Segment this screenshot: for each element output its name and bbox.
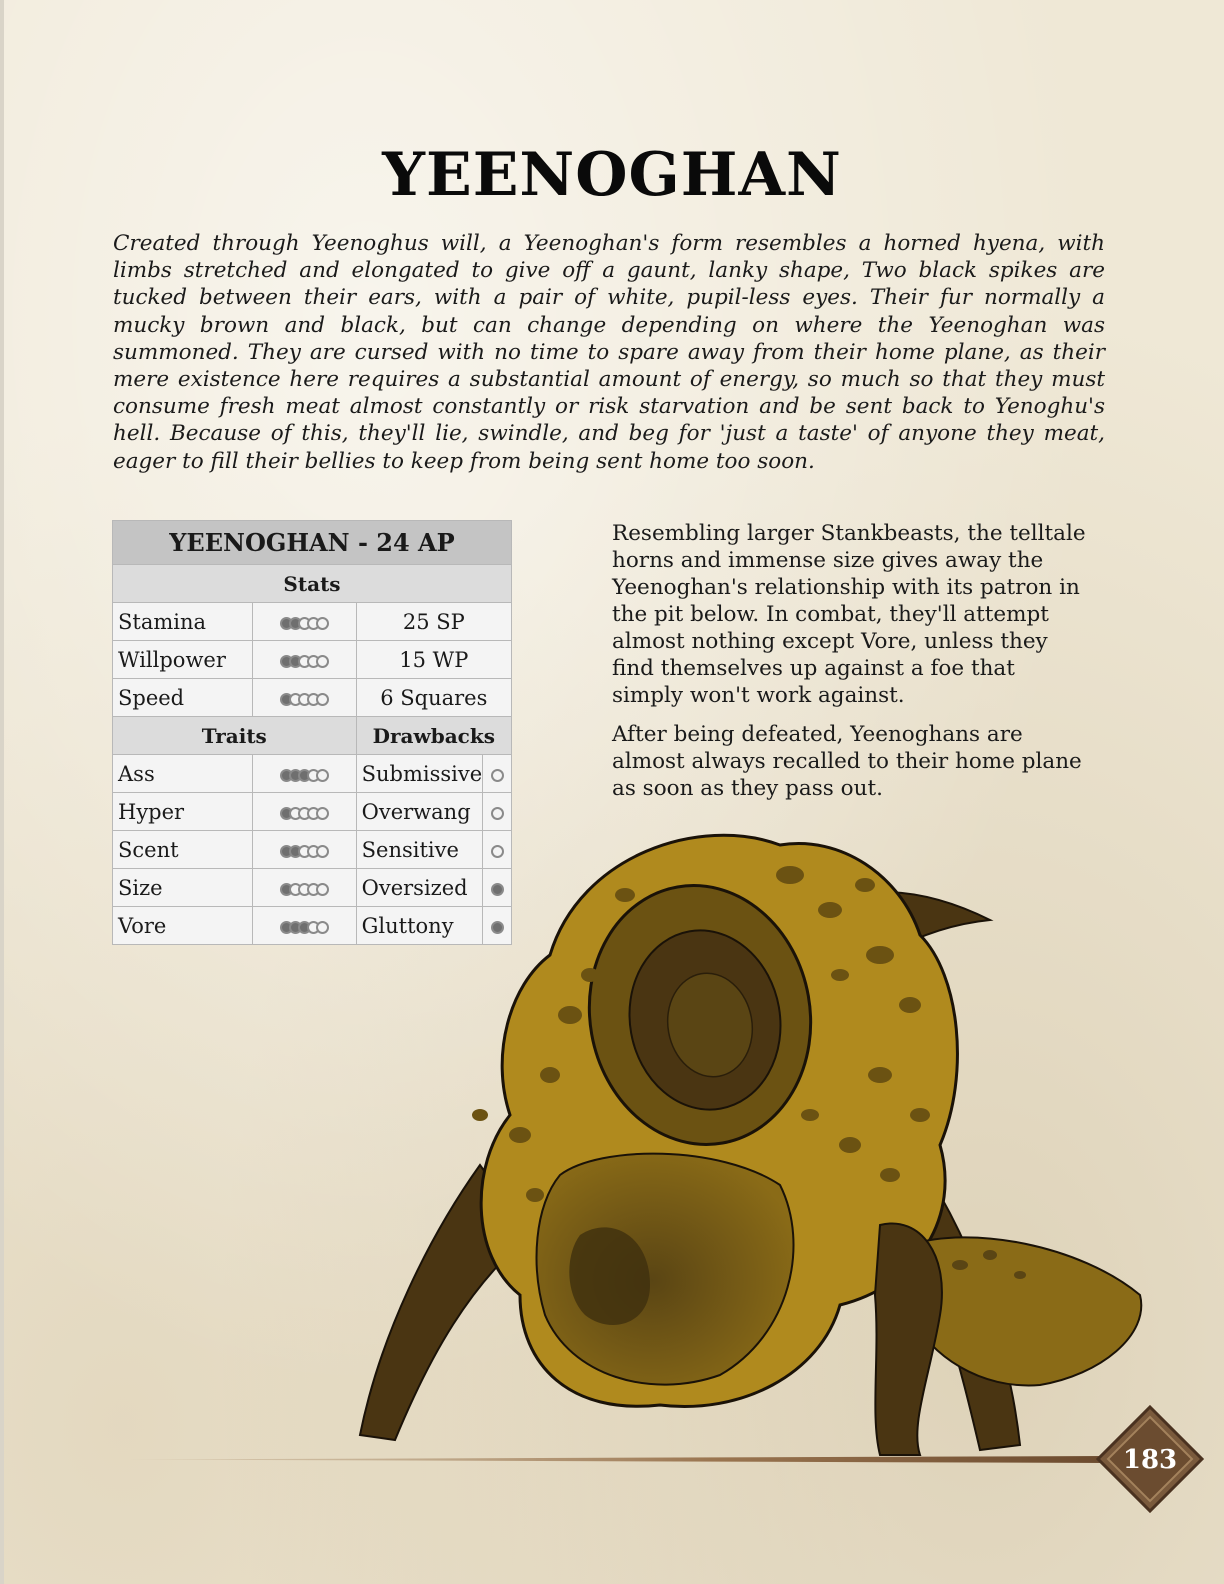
- stat-name: Speed: [113, 679, 253, 717]
- traits-heading: Traits: [113, 717, 357, 755]
- intro-paragraph: Created through Yeenoghus will, a Yeenoghan's form resembles a horned hyena, with limbs stretched and elongated to give off a gaunt, lanky shape, Two black spikes are tucked between their ears, with a pair of white, pupil-less eyes. Their fur normally a mucky brown and black, but can change depending on where the Yeenoghan was summoned. They are cursed with no time to spare away from their home plane, as their mere existence here requires a substantial amount of energy, so much so that they must consume fresh meat almost constantly or risk starvation and be sent back to Yenoghu's hell. Because of this, they'll lie, swindle, and beg for 'just a taste' of anyone they meat, eager to fill their bellies to keep from being sent home too soon.: [113, 231, 1105, 474]
- drawback-name: Submissive: [356, 755, 483, 793]
- page-edge: [0, 0, 4, 1584]
- drawback-name: Oversized: [356, 869, 483, 907]
- side-paragraph: Resembling larger Stankbeasts, the telltale horns and immense size gives away the Yeenoghan's relationship with its patron in the pit below. In combat, they'll attempt almost nothing except Vore, unless they find themselves up against a foe that simply won't work against.: [612, 521, 1086, 708]
- rating-dot-empty: [316, 693, 329, 706]
- rating-dot-empty: [316, 655, 329, 668]
- stat-name: Willpower: [113, 641, 253, 679]
- side-text: [612, 520, 1092, 814]
- drawback-dot-empty: [491, 769, 504, 782]
- stat-name: Stamina: [113, 603, 253, 641]
- page-title: YEENOGHAN: [382, 140, 842, 210]
- stat-value: 25 SP: [356, 603, 511, 641]
- stat-value: 6 Squares: [356, 679, 511, 717]
- stat-value: 15 WP: [356, 641, 511, 679]
- stat-row: [113, 603, 512, 641]
- trait-name: Size: [113, 869, 253, 907]
- trait-rating: [252, 755, 356, 793]
- drawback-indicator: [483, 755, 512, 793]
- rating-dot-empty: [316, 617, 329, 630]
- stat-row: [113, 641, 512, 679]
- stat-rating: [252, 603, 356, 641]
- stat-rating: [252, 641, 356, 679]
- trait-name: Hyper: [113, 793, 253, 831]
- stats-heading: Stats: [113, 565, 512, 603]
- stat-row: [113, 679, 512, 717]
- trait-name: Ass: [113, 755, 253, 793]
- drawback-name: Sensitive: [356, 831, 483, 869]
- footer-rule: [118, 1455, 1108, 1464]
- trait-name: Vore: [113, 907, 253, 945]
- side-paragraph: After being defeated, Yeenoghans are almost always recalled to their home plane as soon as they pass out.: [612, 722, 1082, 801]
- yeenoghan-illustration: [320, 815, 1180, 1465]
- rating-dot-empty: [316, 769, 329, 782]
- drawback-name: Gluttony: [356, 907, 483, 945]
- trait-row: [113, 755, 512, 793]
- drawback-name: Overwang: [356, 793, 483, 831]
- stat-block-header: YEENOGHAN - 24 AP: [113, 521, 512, 565]
- page-number: 183: [1122, 1445, 1178, 1475]
- trait-name: Scent: [113, 831, 253, 869]
- stat-rating: [252, 679, 356, 717]
- drawbacks-heading: Drawbacks: [356, 717, 511, 755]
